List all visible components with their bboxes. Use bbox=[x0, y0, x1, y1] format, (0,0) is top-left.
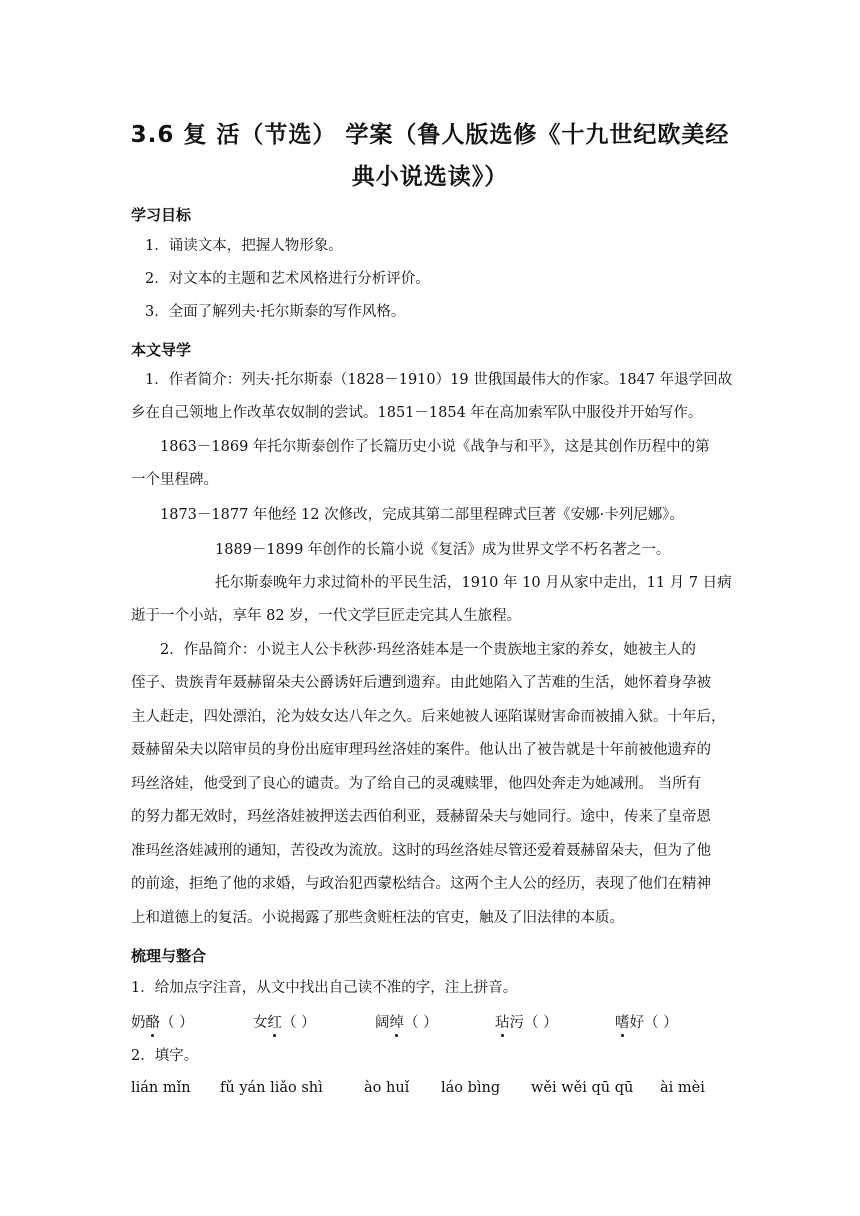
pinyin-item: láo bìng bbox=[441, 1080, 501, 1096]
question-2: 2．填字。 bbox=[131, 1048, 199, 1064]
question-1: 1．给加点字注音，从文中找出自己读不准的字，注上拼音。 bbox=[131, 980, 518, 996]
vocab-item: 嗜好（ ） bbox=[615, 1011, 678, 1032]
paragraph-line: 乡在自己领地上作改革农奴制的尝试。1851－1854 年在高加索军队中服役并开始写作。 bbox=[131, 405, 703, 421]
paragraph-line: 的前途，拒绝了他的求婚，与政治犯西蒙松结合。这两个主人公的经历，表现了他们在精神 bbox=[131, 876, 711, 892]
document-title-line2: 典小说选读》） bbox=[351, 164, 509, 190]
paragraph-line: 主人赶走，四处漂泊，沦为妓女达八年之久。后来她被人诬陷谋财害命而被捕入狱。十年后， bbox=[131, 709, 726, 725]
paragraph-line: 1．作者简介：列夫·托尔斯泰（1828－1910）19 世俄国最伟大的作家。1847 年退学回故 bbox=[145, 372, 733, 388]
vocab-item: 玷污（ ） bbox=[495, 1011, 558, 1032]
paragraph-line: 逝于一个小站，享年 82 岁，一代文学巨匠走完其人生旅程。 bbox=[131, 608, 522, 624]
paragraph-line: 聂赫留朵夫以陪审员的身份出庭审理玛丝洛娃的案件。他认出了被告就是十年前被他遗弃的 bbox=[131, 742, 711, 758]
pinyin-item: wěi wěi qū qū bbox=[531, 1080, 634, 1096]
paragraph-line: 一个里程碑。 bbox=[131, 472, 218, 488]
objective-item: 2．对文本的主题和艺术风格进行分析评价。 bbox=[145, 271, 430, 287]
paragraph-line: 2．作品简介：小说主人公卡秋莎·玛丝洛娃本是一个贵族地主家的养女，她被主人的 bbox=[160, 642, 696, 658]
pinyin-item: ài mèi bbox=[660, 1080, 705, 1096]
section-heading-objectives: 学习目标 bbox=[131, 206, 192, 224]
objective-item: 1．诵读文本，把握人物形象。 bbox=[145, 238, 343, 254]
document-title-line1: 3.6 复 活（节选） 学案（鲁人版选修《十九世纪欧美经 bbox=[130, 122, 730, 148]
paragraph-line: 侄子、贵族青年聂赫留朵夫公爵诱奸后遭到遗弃。由此她陷入了苦难的生活，她怀着身孕被 bbox=[131, 675, 711, 691]
section-heading-guide: 本文导学 bbox=[131, 341, 192, 359]
paragraph-line: 的努力都无效时，玛丝洛娃被押送去西伯利亚，聂赫留朵夫与她同行。途中，传来了皇帝恩 bbox=[131, 809, 711, 825]
paragraph-line: 准玛丝洛娃减刑的通知，苦役改为流放。这时的玛丝洛娃尽管还爱着聂赫留朵夫，但为了他 bbox=[131, 843, 711, 859]
paragraph-line: 托尔斯泰晚年力求过简朴的平民生活，1910 年 10 月从家中走出，11 月 7 日病 bbox=[215, 575, 732, 591]
paragraph-line: 1863－1869 年托尔斯泰创作了长篇历史小说《战争与和平》，这是其创作历程中的第 bbox=[160, 439, 710, 455]
paragraph-line: 玛丝洛娃，他受到了良心的谴责。为了给自己的灵魂赎罪，他四处奔走为她减刑。 当所有 bbox=[131, 776, 702, 792]
vocab-item: 奶酪（ ） bbox=[131, 1011, 194, 1032]
section-heading-review: 梳理与整合 bbox=[131, 947, 207, 965]
vocab-item: 女红（ ） bbox=[253, 1011, 316, 1032]
paragraph-line: 上和道德上的复活。小说揭露了那些贪赃枉法的官吏，触及了旧法律的本质。 bbox=[131, 910, 624, 926]
objective-item: 3．全面了解列夫·托尔斯泰的写作风格。 bbox=[145, 304, 406, 320]
vocab-item: 阔绰（ ） bbox=[375, 1011, 438, 1032]
pinyin-item: ào huǐ bbox=[364, 1080, 410, 1096]
pinyin-item: fǔ yán liǎo shì bbox=[220, 1080, 323, 1096]
paragraph-line: 1873－1877 年他经 12 次修改，完成其第二部里程碑式巨著《安娜·卡列尼娜》。 bbox=[160, 507, 684, 523]
pinyin-item: lián mǐn bbox=[131, 1080, 191, 1096]
paragraph-line: 1889－1899 年创作的长篇小说《复活》成为世界文学不朽名著之一。 bbox=[215, 542, 671, 558]
